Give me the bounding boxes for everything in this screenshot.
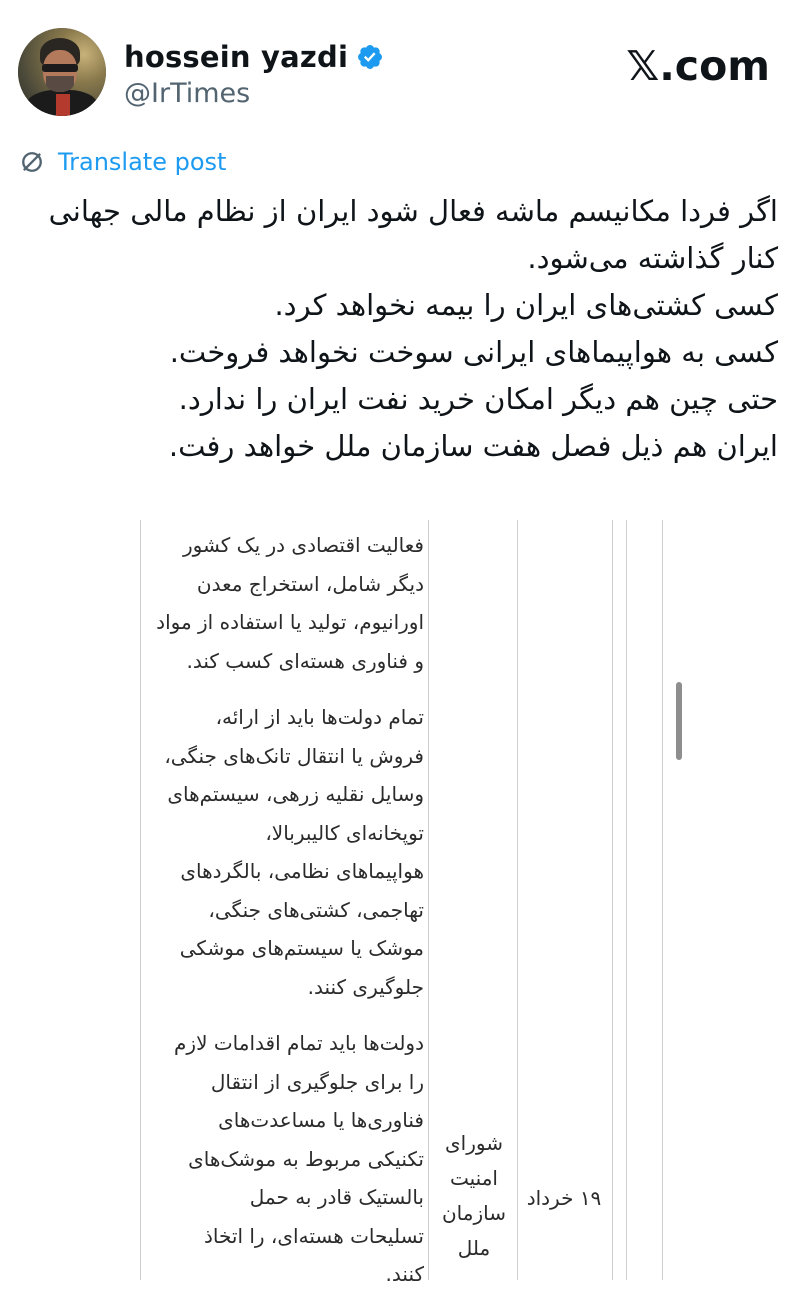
table-divider (517, 520, 518, 1280)
document-provisions (134, 526, 424, 1312)
post-header (0, 0, 794, 140)
post-line: اگر فردا مکانیسم ماشه فعال شود ایران از نظام مالی جهانی (48, 194, 778, 228)
translate-icon (18, 148, 46, 176)
post-text (8, 188, 778, 470)
document-paragraph: فعالیت اقتصادی در یک کشور دیگر شامل، استخراج معدن اورانیوم، تولید یا استفاده از مواد و فناوری هسته‌ای کسب کند. (156, 533, 424, 673)
post-line: کسی به هواپیماهای ایرانی سوخت نخواهد فروخت. (169, 335, 778, 369)
author-name[interactable]: hossein yazdi (124, 40, 349, 74)
translate-post-link[interactable] (18, 148, 226, 176)
date-cell: ۱۹ خرداد (526, 1186, 602, 1210)
table-divider (428, 520, 429, 1280)
document-paragraph: دولت‌ها باید تمام اقدامات لازم را برای جلوگیری از انتقال فناوری‌ها یا مساعدت‌های تکنیکی مربوط به موشک‌های بالستیک قادر به حمل تسلیحات هسته‌ای، را اتخاذ کنند. (174, 1031, 424, 1286)
avatar[interactable] (18, 28, 106, 116)
issuing-body-cell: شورای امنیت سازمان ملل (441, 1131, 506, 1260)
verified-badge-icon (356, 43, 384, 71)
x-brand-logo: 𝕏.com (626, 42, 770, 90)
attached-document-image[interactable] (0, 520, 794, 1286)
author-handle[interactable]: @IrTimes (124, 78, 251, 109)
post-line: حتی چین هم دیگر امکان خرید نفت ایران را ندارد. (178, 382, 778, 416)
author-name-row (124, 40, 384, 74)
post-line: کنار گذاشته می‌شود. (527, 241, 778, 275)
translate-post-label[interactable]: Translate post (58, 148, 227, 176)
table-divider (612, 520, 613, 1280)
table-divider (626, 520, 627, 1280)
document-paragraph: تمام دولت‌ها باید از ارائه، فروش یا انتقال تانک‌های جنگی، وسایل نقلیه زرهی، سیستم‌های توپخانه‌ای کالیبربالا، هواپیماهای نظامی، بالگردهای تهاجمی، کشتی‌های جنگی، موشک یا سیستم‌های موشکی جلوگیری کنند. (164, 705, 424, 999)
table-divider (662, 520, 663, 1280)
post-line: کسی کشتی‌های ایران را بیمه نخواهد کرد. (274, 288, 778, 322)
document-scrollbar[interactable] (676, 682, 682, 760)
post-line: ایران هم ذیل فصل هفت سازمان ملل خواهد رفت. (168, 429, 778, 463)
